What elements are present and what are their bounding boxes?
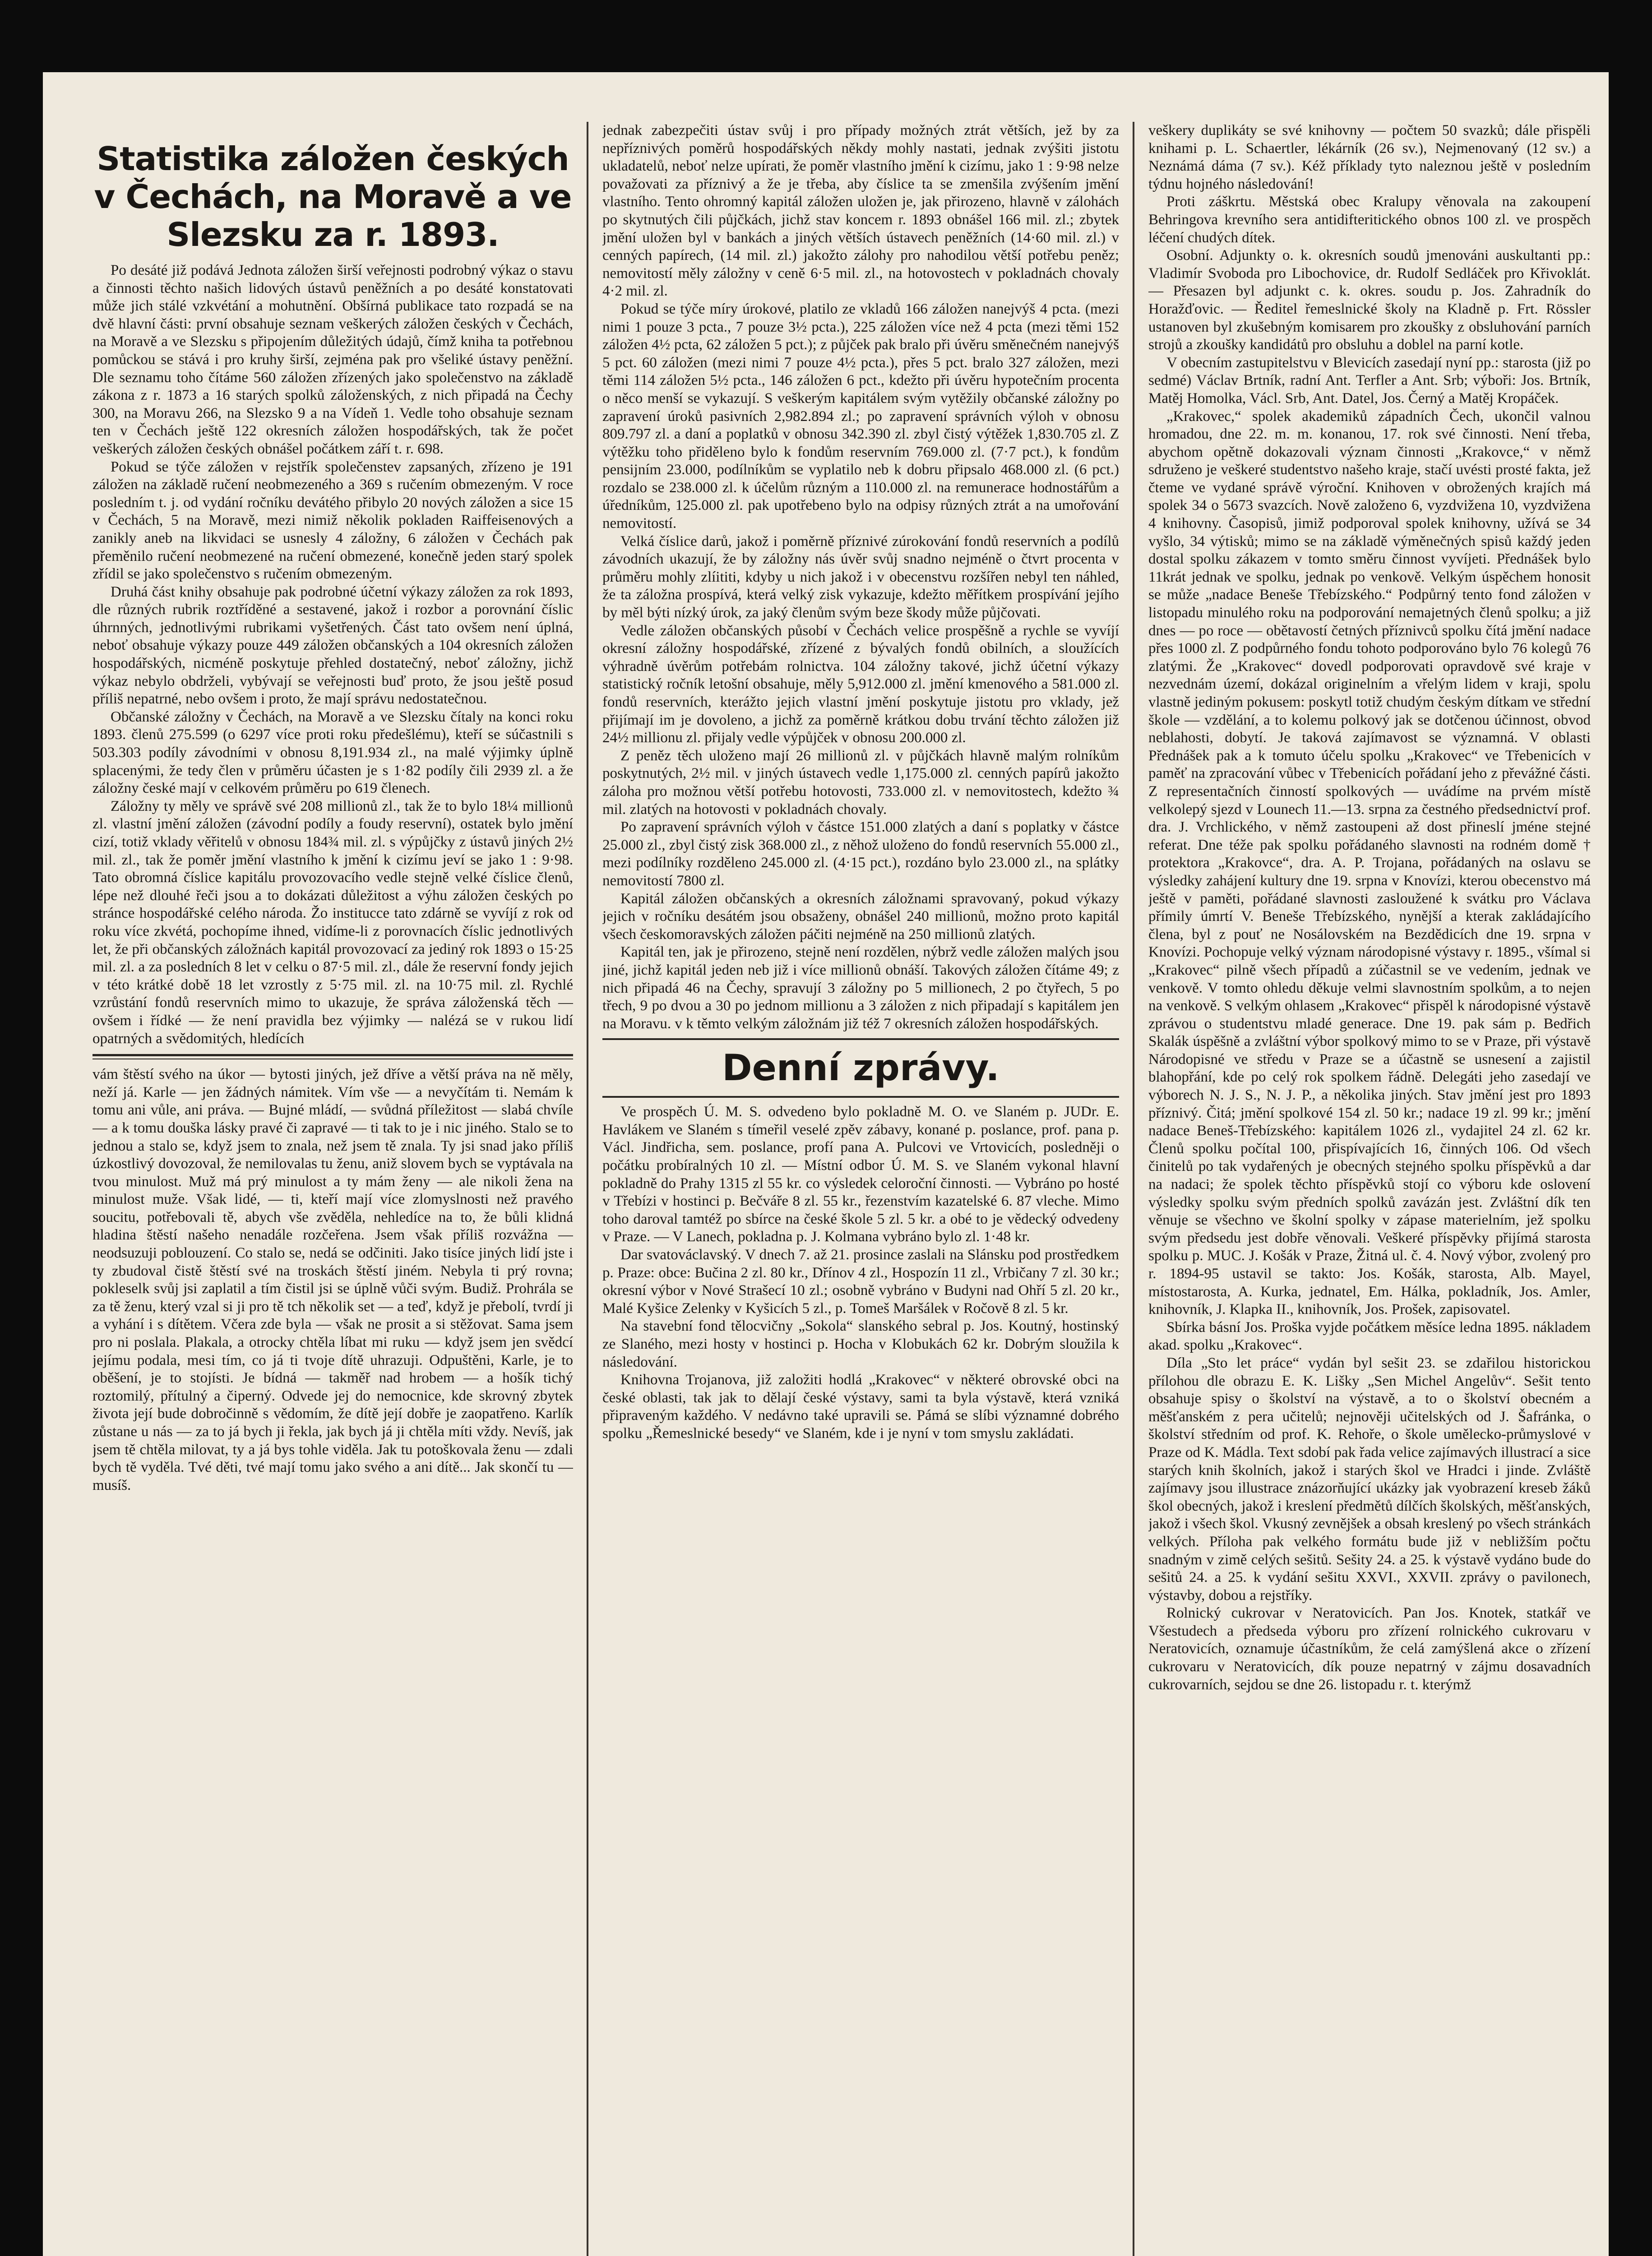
article-paragraph: Po zapravení správních výloh v částce 151.000 zlatých a daní s poplatky v částce 25.000 zl., zbyl čistý zisk 368.000 zl., z něhož uloženo do fondů reservních 55.000 zl., mezi podílníky rozděleno 245.000 zl. (4·15 pct.), rozdáno bylo 23.000 zl., na splátky nemovitostí 7800 zl.: [602, 819, 1119, 889]
news-item: V obecním zastupitelstvu v Blevicích zasedají nyní pp.: starosta (již po sedmé) Václav Brtník, radní Ant. Terfler a Ant. Srb; výboři: Jos. Brtník, Matěj Homolka, Václ. Srb, Ant. Datel, Jos. Černý a Matěj Kropáček.: [1148, 354, 1591, 407]
article-paragraph: Záložny ty měly ve správě své 208 millionů zl., tak že to bylo 18¼ millionů zl. vlastní jmění záložen (závodní podíly a foudy reservní), ostatek bylo jmění cizí, totiž vklady věřitelů v obnosu 184¾ mil. zl. s výpůjčky z ústavů jiných 2½ mil. zl., tak že poměr jmění vlastního k jmění k cizímu jeví se jako 1 : 9·98. Tato obromná číslice kapitálu provozovacího vedle stejně velké číslice členů, lépe než dlouhé řeči jsou a to dokázati důležitost a výhu záložen českých po stránce hospodářské celého národa. Žo institucce tato zdárně se vyvíjí z rok od roku více zkvétá, pochopíme ihned, vidíme-li z porovnacích číslic jednotlivých let, že při občanských záložnách kapitál provozovací za jediný rok 1893 o 15·25 mil. zl. a za posledních 8 let v celku o 87·5 mil. zl., dále že reservní fondy jejich v této krátké době 18 let vzrostly z 5·75 mil. zl. na 10·75 mil. zl. Rychlé vzrůstání fondů reservních mimo to ukazuje, že správa záloženská těch — ovšem i řídké — že není pravidla bez výjimky — nalézá se v rukou lidí opatrných a svědomitých, hledících: [93, 798, 573, 1047]
article-paragraph: Vedle záložen občanských působí v Čechách velice prospěšně a rychle se vyvíjí okresní záložny hospodářské, zřízené z bývalých fondů obilních, a sloužících výhradně úvěrům potřebám rolnictva. 104 záložny takové, jichž účetní výkazy statistický ročník letošní obsahuje, měly 5,912.000 zl. jmění kmenového a 581.000 zl. fondů reservních, kterážto jejich vlastní jmění poskytuje jistotu pro vklady, jež přijímají im je dovoleno, a jichž za poměrně krátkou dobu trvání těchto záložen již 24½ millionu zl. přijaly vedle výpůjček v obnosu 200.000 zl.: [602, 622, 1119, 746]
news-item: Sbírka básní Jos. Proška vyjde počátkem měsíce ledna 1895. nákladem akad. spolku „Krakovec“.: [1148, 1319, 1591, 1354]
article-paragraph: Druhá část knihy obsahuje pak podrobné účetní výkazy záložen za rok 1893, dle různých rubrik roztříděné a sestavené, jakož i rozbor a porovnání číslic úhrnných, jednotlivými rubrikami vyšetřených. Část tato ovšem není úplná, neboť obsahuje výkazy pouze 449 záložen občanských a 104 okresních záložen hospodářských, nicméně poskytuje přehled dostatečný, neboť záložny, jichž výkaz nebylo obdrželi, vybývají se veřejnosti buď proto, že jsou ještě posud příliš nepatrné, nebo ovšem i proto, že mají správu nedostatečnou.: [93, 583, 573, 707]
news-item: Rolnický cukrovar v Neratovicích. Pan Jos. Knotek, statkář ve Všestudech a předseda výboru pro zřízení rolnického cukrovaru v Neratovicích, oznamuje účastníkům, že celá zamýšlená akce o zřízení cukrovaru v Neratovicích, dík pouze nepatrný v zájmu dosavadních cukrovarních, sejdou se dne 26. listopadu r. t. kterýmž: [1148, 1605, 1591, 1693]
article-paragraph: Kapitál ten, jak je přirozeno, stejně není rozdělen, nýbrž vedle záložen malých jsou jiné, jichž kapitál jeden neb již i více millionů obnáší. Takových záložen čítáme 49; z nich připadá 46 na Čechy, spravují 3 záložny po 5 millionech, 2 po čtyřech, 5 po třech, 9 po dvou a 30 po jednom millionu a 3 záložen z nich připadají s kapitálem jen na Moravu. v k těmto velkým záložnám již též 7 okresních záložen hospodářských.: [602, 944, 1119, 1032]
article-paragraph: jednak zabezpečiti ústav svůj i pro případy možných ztrát větších, jež by za nepříznivých poměrů hospodářských někdy mohly nastati, jednak zvýšiti jistotu ukladatelů, neboť nelze upírati, že poměr vlastního jmění k cizímu, jako 1 : 9·98 nelze považovati za příznivý a že je třeba, aby číslice ta se zmenšila zvýšením jmění vlastního. Tento ohromný kapitál záložen uložen je, jak přirozeno, hlavně v zálohách po skytnutých čili půjčkách, jichž stav koncem r. 1893 obnášel 166 mil. zl.; zbytek jmění uložen byl v bankách a jiných větších ústavech peněžních (14·60 mil. zl.) v cenných papírech, (14 mil. zl.) jakožto zálohy pro nahodilou větší potřebu peněz; nemovitostí měly záložny v ceně 6·5 mil. zl., na hotovostech v pokladnách chovaly 4·2 mil. zl.: [602, 122, 1119, 300]
article-paragraph: Velká číslice darů, jakož i poměrně příznivé zúrokování fondů reservních a podílů závodních ukazují, že by záložny nás úvěr svůj snadno nejméně o čtvrt procenta v průměru mohly zlíititi, kdyby u nich jakož i v obecenstvu rozšířen nebyl ten náhled, že ta záložna prospívá, která velký zisk vykazuje, kdežto měřítkem prospívání jejího by měl býti nízký úrok, za jaký členům svým beze škody může půjčovati.: [602, 533, 1119, 621]
news-item: veškery duplikáty se své knihovny — počtem 50 svazků; dále přispěli knihami p. L. Schaertler, lékárník (26 sv.), Nejmenovaný (12 sv.) a Neznámá dáma (7 sv.). Kéž příklady tyto naleznou ještě v posledním týdnu hojného následování!: [1148, 122, 1591, 192]
article-paragraph: Pokud se týče záložen v rejstřík společenstev zapsaných, zřízeno je 191 záložen na základě ručení neobmezeného a 369 s ručením obmezeným. V roce posledním t. j. od vydání ročníku devátého přibylo 20 nových záložen a sice 15 v Čechách, 5 na Moravě, mezi nimiž několik pokladen Raiffeisenových a zanikly aneb na likvidaci se usnesly 4 záložny, 6 záložen v Čechách pak přeměnilo ručení neobmezené na ručení obmezené, konečně jeden starý spolek zřídil se jako společenstvo s ručením obmezeným.: [93, 458, 573, 582]
article-paragraph: Kapitál záložen občanských a okresních záložnami spravovaný, pokud výkazy jejich v ročníku desátém jsou obsaženy, obnášel 240 millionů, možno proto kapitál všech českomoravských záložen páčiti nejméně na 250 millionů zlatých.: [602, 890, 1119, 943]
article-paragraph: Pokud se týče míry úrokové, platilo ze vkladů 166 záložen nanejvýš 4 pcta. (mezi nimi 1 pouze 3 pcta., 7 pouze 3½ pcta.), 225 záložen více než 4 pcta (mezi těmi 152 záložen 4½ pcta, 62 záložen 5 pct.); z půjček pak bralo při úvěru směnečném nanejvýš 5 pct. 60 záložen (mezi nimi 7 pouze 4½ pcta.), přes 5 pct. bralo 327 záložen, mezi těmi 114 záložen 5½ pcta., 146 záložen 6 pct., kdežto při úvěru hypotečním procenta o něco menší se vykazují. S veškerým kapitálem svým vytěžily občanské záložny po zapravení úroků pasivních 2,982.894 zl.; po zapravení správních výloh v obnosu 809.797 zl. a daní a poplatků v obnosu 342.390 zl. zbyl čistý výtěžek 1,830.705 zl. Z výtěžku toho přiděleno bylo k fondům reservním 769.000 zl. (7·7 pct.), k fondům pensijním 23.000, podílníkům se vyplatilo neb k dobru připsalo 468.000 zl. (6 pct.) rozdalo se 238.000 zl. k účelům různým a 110.000 zl. na remunerace hodnostářům a úředníkům, 125.000 zl. pak upotřebeno bylo na odpisy různých ztrát a na umořování nemovitostí.: [602, 300, 1119, 532]
news-item: „Krakovec,“ spolek akademiků západních Čech, ukončil valnou hromadou, dne 22. m. m. konanou, 17. rok své činnosti. Není třeba, abychom opětně dokazovali význam činnosti „Krakovce,“ v němž sdruženo je veškeré studentstvo našeho kraje, stačí uvésti prosté fakta, jež čteme ve vydané správě výroční. Knihoven v obrožených krajích má spolek 34 o 5673 svazcích. Nově založeno 6, vyzdvižena 10, vyzdvižena 4 knihovny. Časopisů, jimiž podporoval spolek knihovny, užívá se 34 vyšlo, 34 výtisků; mimo se na základě výměnečných spisů každý jeden dostal spolku zákazem v tomto směru činnost vyvíjeti. Přednášek bylo 11krát jednak ve spolku, jednak po venkově. Velkým úspěchem honosit se může „nadace Beneše Třebízského.“ Podpůrný tento fond záložen v listopadu minulého roku na podporování nemajetných členů spolku; a již dnes — po roce — obětavostí četných příznivců spolku čítá jmění nadace přes 1000 zl. Z podpůrného fondu tohoto podporováno bylo 76 kolegů 76 zlatými. Že „Krakovec“ dovedl podporovati opravdově své kraje v nezvednám území, dokázal originelním a vřelým lidem v kraji, spolu vlastně jediným pokusem: poskytl totiž chudým českým dítkam ve střední škole — vzdělání, a to kolemu polkový jak se dotčenou účinnost, obvod neblahosti, dobytí. Je taková zajímavost se významná. V oblasti Přednášek pak a k tomuto účelu spolku „Krakovec“ ve Třebenicích v paměť na zpracování vůbec v Třebenicích pořádaní jeho z převážné části. Z representačních činností spolkových — uvádíme na prvém místě velkolepý sjezd v Lounech 11.—13. srpna za čestného předsednictví prof. dra. J. Vrchlického, v němž zastoupeni až dost přineslí jméne stejné referat. Dne téže pak spolku pořádaného slavnosti na rodném domě † protektora „Krakovce“, dra. A. P. Trojana, pořádaných na oslavu se výsledky zahájení kultury dne 19. srpna v Knovízi, kterou obecenstvo má ještě v paměti, pořádané slavnosti zasloužené k svátku pro Václava přímily úmrtí V. Beneše Třebízského, nynější a kterak zakládajícího člena, byl z pouť ne Nosálovském na Bezdědicích dne 19. srpna v Knovízi. Pochopuje velký význam národopisné výstavy r. 1895., všímal si „Krakovec“ pilně všech případů a zúčastnil se ve vedením, jednak ve venkově. V tomto ohledu děkuje velmi slavnostním spolkům, a to nejen na venkově. S velkým ohlasem „Krakovec“ přispěl k národopisné výstavě zprávou o studentstvu mladé generace. Dne 19. pak sám p. Bedřich Skalák úspěšně a zvláštní výbor spolkový mimo to se v Praze, při výstavě Národopisné ve středu v Praze se a účastně se usnesení a zajistil blahopřání, kde po celý rok spolkem řádně. Delegáti jeho zasedají ve výborech N. J. S., N. J. P., a několika jiných. Stav jmění jest pro 1893 příznivý. Čitá; jmění spolkové 154 zl. 50 kr.; nadace 19 zl. 99 kr.; jmění nadace Beneš-Třebízského: kapitálem 1026 zl., vydajitel 24 zl. 62 kr. Členů spolku počítal 100, přispívajících 16, činných 106. Od všech činitelů po tak vydařených je obecných stejného spolku příspěvků a dar na nadaci; že spolek těchto příspěvků stojí co výboru kde oslovení výsledky spolku svým předních spolků zavázán jest. Zvláštní dík ten věnuje se všechno ve školní spolky v zápase materielním, jež spolku svým předsedu jest dobře věnovali. Veškeré příspěvky přijímá starosta spolku p. MUC. J. Košák v Praze, Žitná ul. č. 4. Nový výbor, zvolený pro r. 1894-95 ustavil se takto: Jos. Košák, starosta, Alb. Mayel, místostarosta, A. Kurka, jednatel, Em. Hálka, pokladník, Jos. Amler, knihovník, J. Klapka II., knihovník, Jos. Prošek, zapisovatel.: [1148, 408, 1591, 1318]
newspaper-page: [43, 72, 1609, 2256]
news-item: Na stavební fond tělocvičny „Sokola“ slanského sebral p. Jos. Koutný, hostinský ze Slaného, mezi hosty v hostinci p. Hocha v Klobukách 62 kr. Dobrým sloužila k následování.: [602, 1318, 1119, 1370]
news-item: Ve prospěch Ú. M. S. odvedeno bylo pokladně M. O. ve Slaném p. JUDr. E. Havlákem ve Slaném s tímeřil veselé zpěv zábavy, konané p. poslance, prof. pana p. Václ. Jindřicha, sem. poslance, profí pana A. Pulcovi ve Vrtovicích, posledněji o počátku probíralných 10 zl. — Místní odbor Ú. M. S. ve Slaném vykonal hlavní pokladně do Prahy 1315 zl 55 kr. co výsledek celoroční činnosti. — Vybráno po hosté v Třebízi v hostinci p. Bečváře 8 zl. 55 kr., řezenstvím kazatelské 6. 87 vleche. Mimo toho daroval tamtéž po sbírce na české škole 5 zl. 5 kr. a obé to je vědecký odvedeny v Praze. — V Lanech, pokladna p. J. Kolmana vybráno bylo zl. 1·48 kr.: [602, 1104, 1119, 1245]
article-paragraph: Po desáté již podává Jednota záložen širší veřejnosti podrobný výkaz o stavu a činnosti těchto našich lidových ústavů peněžních a po desáté konstatovati může jich stálé vzkvétání a mohutnění. Obšírná publikace tato rozpadá se na dvě hlavní části: první obsahuje seznam veškerých záložen českých v Čechách, na Moravě a ve Slezsku s připojením důležitých údajů, čímž kniha ta potřebnou pomůckou se stává i pro kruhy širší, zejména pak pro všeliké ústavy peněžní. Dle seznamu toho čítáme 560 záložen zřízených jako společenstvo na základě zákona z r. 1873 a 16 starých spolků záloženských, z nich připadá na Čechy 300, na Moravu 266, na Slezsko 9 a na Vídeň 1. Vedle toho obsahuje seznam ten v Čechách ještě 122 okresních záložen hospodářských, tak že počet veškerých záložen českých obnášel počátkem září t. r. 698.: [93, 262, 573, 457]
article-paragraph: Občanské záložny v Čechách, na Moravě a ve Slezsku čítaly na konci roku 1893. členů 275.599 (o 6297 více proti roku předešlému), kteří se súčastnili s 503.303 podíly závodními v obnosu 8,191.934 zl., na malé výjimky úplně splacenými, že tedy člen v průměru účasten je s 1·82 podíly čili 2939 zl. a že záložny české mají v celkovém průměru po 619 členech.: [93, 708, 573, 797]
section-divider: [602, 1096, 1119, 1098]
news-item: Proti záškrtu. Městská obec Kralupy věnovala na zakoupení Behringova krevního sera antidifteritického obnos 100 zl. ve prospěch léčení chudých dítek.: [1148, 194, 1591, 246]
news-item: Dar svatováclavský. V dnech 7. až 21. prosince zaslali na Slánsku pod prostředkem p. Praze: obce: Bučina 2 zl. 80 kr., Dřínov 4 zl., Hospozín 11 zl., Vrbičany 7 zl. 30 kr.; okresní výbor v Nové Strašecí 10 zl.; osobně vybráno v Budyni nad Ohří 5 zl. 20 kr., Malé Kyšice Zelenky v Kyšicích 5 zl., p. Tomeš Maršálek v Ročově 8 zl. 5 kr.: [602, 1247, 1119, 1317]
section-divider: [602, 1038, 1119, 1040]
column-right: [1148, 122, 1591, 2256]
article-headline: Statistika záložen českých v Čechách, na Moravě a ve Slezsku za r. 1893.: [94, 140, 572, 254]
article-paragraph: Z peněz těch uloženo mají 26 millionů zl. v půjčkách hlavně malým rolníkům poskytnutých, 2½ mil. v jiných ústavech vedle 1,175.000 zl. cenných papírů jakožto záloha pro možnou větší potřebu hotovosti, 733.000 zl. v nemovitostech, kdežto ¾ mil. zlatých na hotovosti v pokladnách chovaly.: [602, 747, 1119, 818]
column-rule: [587, 122, 588, 2256]
news-item: Díla „Sto let práce“ vydán byl sešit 23. se zdařilou historickou přílohou dle obrazu E. K. Lišky „Sen Michel Angelův“. Sešit tento obsahuje spisy o školství na výstavě, a to o školství obecném a měšťanském z pera učitelů; nejnověji učitelských od J. Šafránka, o školství středním od prof. K. Rehoře, o škole umělecko-průmyslové v Praze od K. Mádla. Text sdobí pak řada velice zajímavých illustrací a sice starých knih školních, jakož i starých škol ve Hradci i jinde. Zvláště zajímavy jsou illustrace znázorňující ukázky jak vyobrazení kreseb žáků škol obecných, jakož i kreslení předmětů dílčích školských, měšťanských, jakož i všech škol. Vkusný zevnějšek a obsah kreslený po všech stránkách velkých. Příloha pak velkého formátu bude již v nebližším počtu snadným v zimě celých sešitů. Sešity 24. a 25. k výstavě vydáno bude do sešitů 24. a 25. k vydání sešitu XXVI., XXVII. zprávy o pavilonech, výstavby, dobou a rejstříky.: [1148, 1355, 1591, 1604]
news-item: Knihovna Trojanova, již založiti hodlá „Krakovec“ v některé obrovské obci na české oblasti, tak jak to dělají české výstavy, sami ta byla výstavě, která vzniká připraveným každého. V nedávno také upravili se. Pámá se slíbi významné dobrého spolku „Řemeslnické besedy“ ve Slaném, kde i je nyní v tom smyslu zakládati.: [602, 1372, 1119, 1442]
news-item: Osobní. Adjunkty o. k. okresních soudů jmenováni auskultanti pp.: Vladimír Svoboda pro Libochovice, dr. Rudolf Sedláček pro Křivoklát. — Přesazen byl adjunkt c. k. okres. soudu p. Jos. Zahradník do Horažďovic. — Ředitel řemeslnické školy na Kladně p. Frt. Rössler ustanoven byl zkušebným komisarem pro zkoušky z obsluhování parních strojů a zkoušky kandidátů pro obsluhu a doblel na parní kotle.: [1148, 247, 1591, 353]
column-left: [93, 122, 573, 2256]
column-rule: [1133, 122, 1134, 2256]
column-middle: [602, 122, 1119, 2256]
feuilleton-divider: [93, 1054, 573, 1059]
section-title: Denní zprávy.: [722, 1047, 1000, 1089]
feuilleton-paragraph: vám štěstí svého na úkor — bytosti jiných, jež dříve a větší práva na ně měly, neží já. Karle — jen žádných námitek. Vím vše — a nevyčítám ti. Nemám k tomu ani vůle, ani práva. — Bujné mládí, — svůdná příležitost — slabá chvíle — a k tomu douška lásky pravé či zapravé — ti tak to je i nic jiného. Stalo se to jednou a stalo se, když jsem to znala, než jsem tě znala. Ty jsi snad jako příliš úzkostlivý dovozoval, že nemilovalas tu ženu, aniž slovem bych se vyptávala na tvou minulost. Muž má prý minulost a ty mám ženy — ale nikoli žena na minulost muže. Však lidé, — ti, kteří mají více zlomyslnosti než pravého soucitu, potřebovali tě, abych vše zvěděla, nehledíce na to, že bůli klidná hladina štěstí našeho nenadále rozčeřena. Jsem však příliš rozvážna — neodsuzuji poblouzení. Co stalo se, nedá se odčiniti. Jako tisíce jiných lidí jste i ty zbudoval čistě štěstí své na troskách štěstí jiném. Nebyla ti prý rovna; pokleselk svůj jsi zaplatil a tím čistil jsi se úplně vůči svým. Budiž. Prohrála se za tě ženu, který vzal si ji pro tě tch několik set — a teď, když je přebolí, tvrdí ji a vyhání i s dítětem. Včera zde byla — však ne prosit a si stěžovat. Sama jsem pro ni poslala. Plakala, a otrocky chtěla líbat mi ruku — když jsem jen svědcí jejímu podala, mesi tím, co já ti tvoje dítě uhrazuji. Odpuštěni, Karle, je to oběšení, je to stojísti. Je bídná — takměř nad hrobem — a hošík tichý roztomilý, přítulný a čiperný. Odvede jej do nemocnice, kde skrovný zbytek života její bude dobročinně s vědomím, že dítě její dobře je zaopatřeno. Karlík zůstane u nás — za to já bych ji řekla, jak bych já ji chtěla míti vždy. Nevíš, jak jsem tě chtěla milovat, ty a já bys tohle viděla. Jak tu potoškovala ženu — zdali bych tě vyděla. Tvé děti, tvé mají tomu jako svého a ani dítě... Jak skončí tu — musíš.: [93, 1066, 573, 1493]
